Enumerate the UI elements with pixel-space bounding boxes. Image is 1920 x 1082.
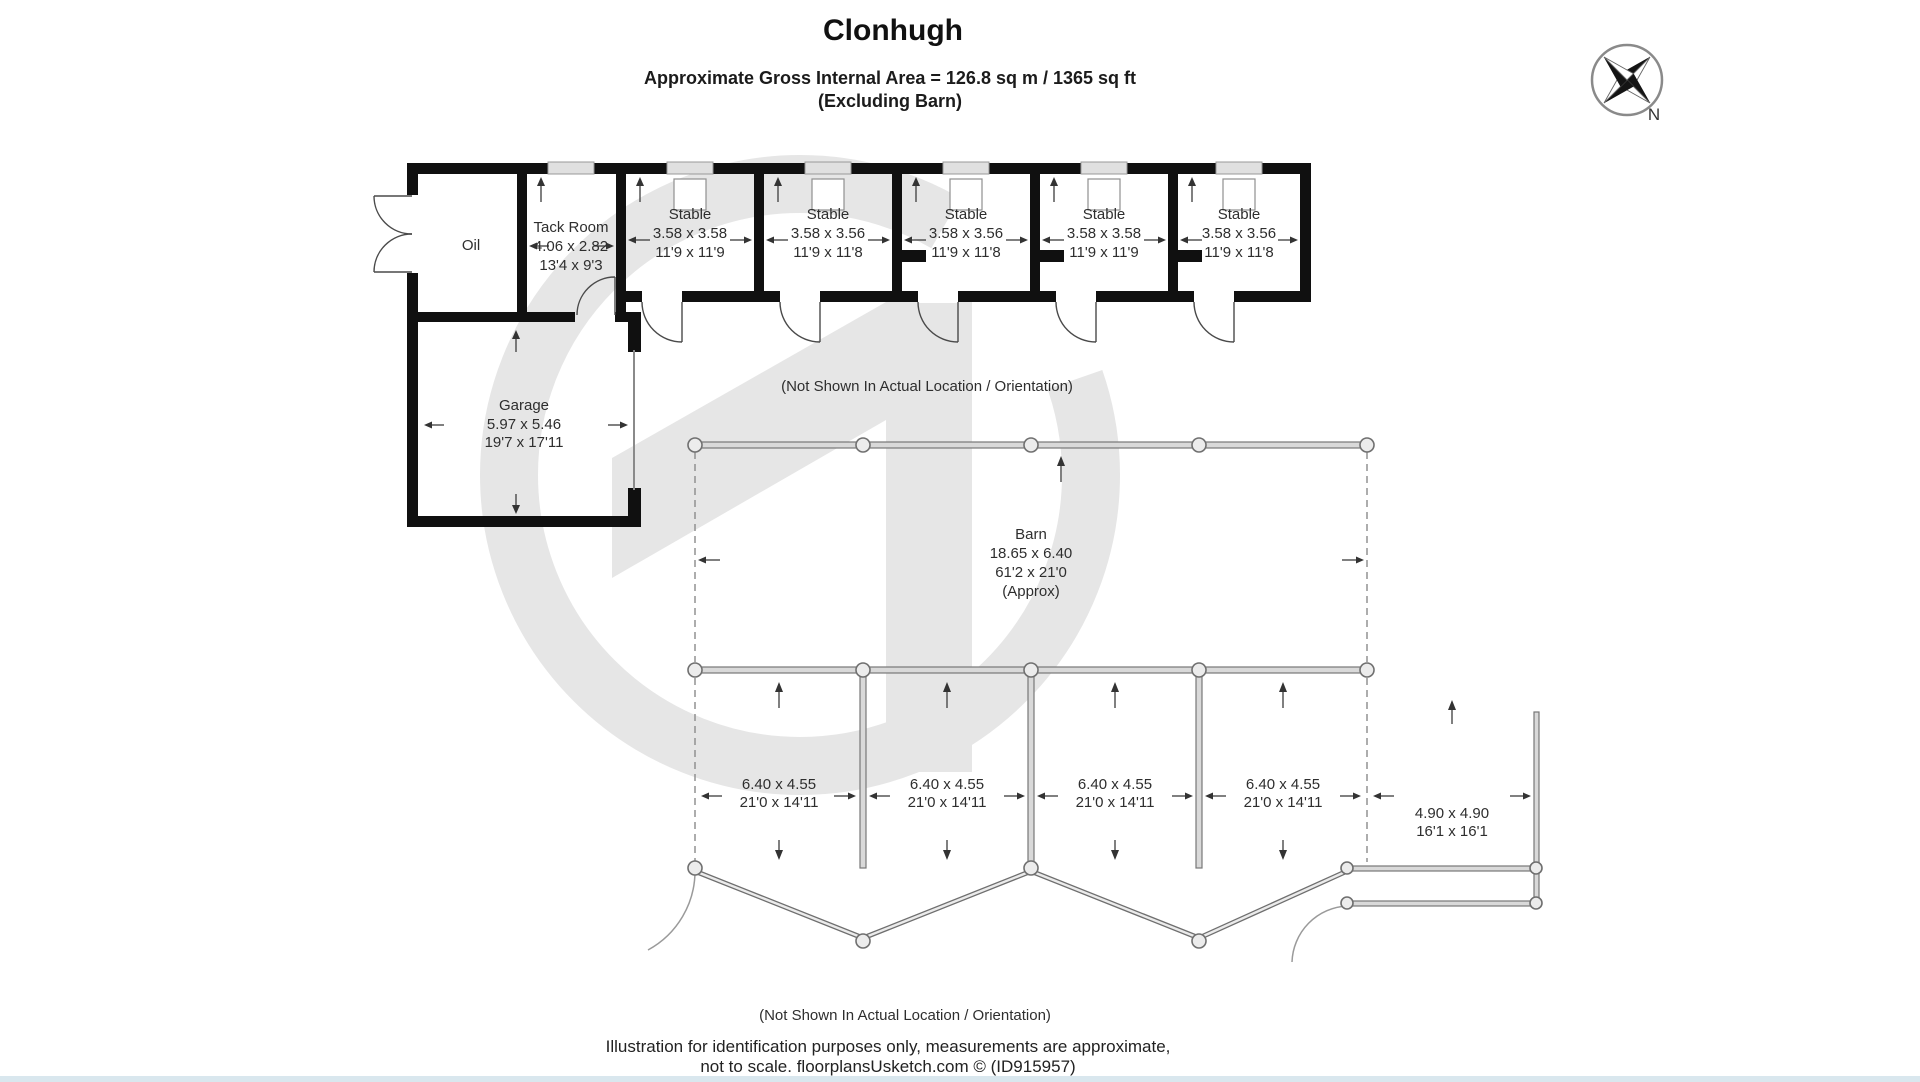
room-dim-barn-approx: (Approx) xyxy=(1002,583,1060,600)
room-dim-stable-1-m: 3.58 x 3.58 xyxy=(652,225,728,242)
room-label-stable-2: Stable xyxy=(806,206,850,223)
room-dim-tack-ft: 13'4 x 9'3 xyxy=(539,257,603,274)
yard-strip-rail xyxy=(1345,866,1538,871)
bay-4-dim-m: 6.40 x 4.55 xyxy=(1245,776,1321,793)
note-not-shown-bottom: (Not Shown In Actual Location / Orientation) xyxy=(759,1007,1051,1024)
window-opening xyxy=(1216,162,1262,174)
stub-wall xyxy=(1040,250,1064,262)
bottom-edge-strip xyxy=(0,1076,1920,1082)
footer-disclaimer-line2: not to scale. floorplansUsketch.com © (ID915957) xyxy=(700,1057,1076,1076)
door-swing-arc xyxy=(1292,906,1347,962)
yard-right-wall xyxy=(1534,712,1539,906)
room-dim-stable-4-ft: 11'9 x 11'9 xyxy=(1069,244,1139,261)
room-dim-stable-3-m: 3.58 x 3.56 xyxy=(928,225,1004,242)
bay-3-dim-ft: 21'0 x 14'11 xyxy=(1075,794,1155,811)
room-dim-stable-2-m: 3.58 x 3.56 xyxy=(790,225,866,242)
bay-doors-icon xyxy=(697,872,1345,938)
room-label-garage: Garage xyxy=(498,397,550,414)
room-dim-stable-2-ft: 11'9 x 11'8 xyxy=(793,244,863,261)
excluding-subtitle: (Excluding Barn) xyxy=(817,91,963,111)
room-label-stable-5: Stable xyxy=(1217,206,1261,223)
area-subtitle: Approximate Gross Internal Area = 126.8 sq m / 1365 sq ft xyxy=(643,68,1137,88)
room-label-stable-4: Stable xyxy=(1082,206,1126,223)
page-title: Clonhugh xyxy=(823,14,963,47)
room-dim-stable-5-m: 3.58 x 3.56 xyxy=(1201,225,1277,242)
window-opening xyxy=(1081,162,1127,174)
window-opening xyxy=(667,162,713,174)
window-opening xyxy=(805,162,851,174)
room-label-stable-1: Stable xyxy=(668,206,712,223)
french-doors-icon xyxy=(374,196,412,272)
room-dim-stable-4-m: 3.58 x 3.58 xyxy=(1066,225,1142,242)
compass-label: N xyxy=(1647,105,1661,124)
yard-dim-m: 4.90 x 4.90 xyxy=(1414,805,1490,822)
room-dim-stable-1-ft: 11'9 x 11'9 xyxy=(655,244,725,261)
window-opening xyxy=(943,162,989,174)
footer-disclaimer-line1: Illustration for identification purposes only, measurements are approximate, xyxy=(605,1037,1171,1056)
room-dim-garage-m: 5.97 x 5.46 xyxy=(486,416,562,433)
room-label-barn: Barn xyxy=(1015,526,1047,543)
room-dim-garage-ft: 19'7 x 17'11 xyxy=(484,434,564,451)
room-dim-barn-m: 18.65 x 6.40 xyxy=(989,545,1073,562)
bay-1-dim-m: 6.40 x 4.55 xyxy=(741,776,817,793)
room-dim-barn-ft: 61'2 x 21'0 xyxy=(995,564,1067,581)
stub-wall xyxy=(902,250,926,262)
room-dim-stable-5-ft: 11'9 x 11'8 xyxy=(1204,244,1274,261)
yard-strip-rail xyxy=(1345,901,1538,906)
window-opening xyxy=(548,162,594,174)
bay-wall xyxy=(860,673,866,868)
bay-2-dim-ft: 21'0 x 14'11 xyxy=(907,794,987,811)
bay-wall xyxy=(1196,673,1202,868)
bay-3-dim-m: 6.40 x 4.55 xyxy=(1077,776,1153,793)
note-not-shown-top: (Not Shown In Actual Location / Orientation) xyxy=(781,378,1073,395)
yard-dim-ft: 16'1 x 16'1 xyxy=(1416,823,1488,840)
stub-wall xyxy=(1178,250,1202,262)
bay-1-dim-ft: 21'0 x 14'11 xyxy=(739,794,819,811)
room-label-oil: Oil xyxy=(461,237,481,254)
bay-2-dim-m: 6.40 x 4.55 xyxy=(909,776,985,793)
bay-wall xyxy=(1028,673,1034,868)
door-swing-arc xyxy=(648,870,695,950)
room-label-tack: Tack Room xyxy=(533,219,609,236)
room-dim-stable-3-ft: 11'9 x 11'8 xyxy=(931,244,1001,261)
room-dim-tack-m: 4.06 x 2.82 xyxy=(533,238,609,255)
room-label-stable-3: Stable xyxy=(944,206,988,223)
bay-4-dim-ft: 21'0 x 14'11 xyxy=(1243,794,1323,811)
